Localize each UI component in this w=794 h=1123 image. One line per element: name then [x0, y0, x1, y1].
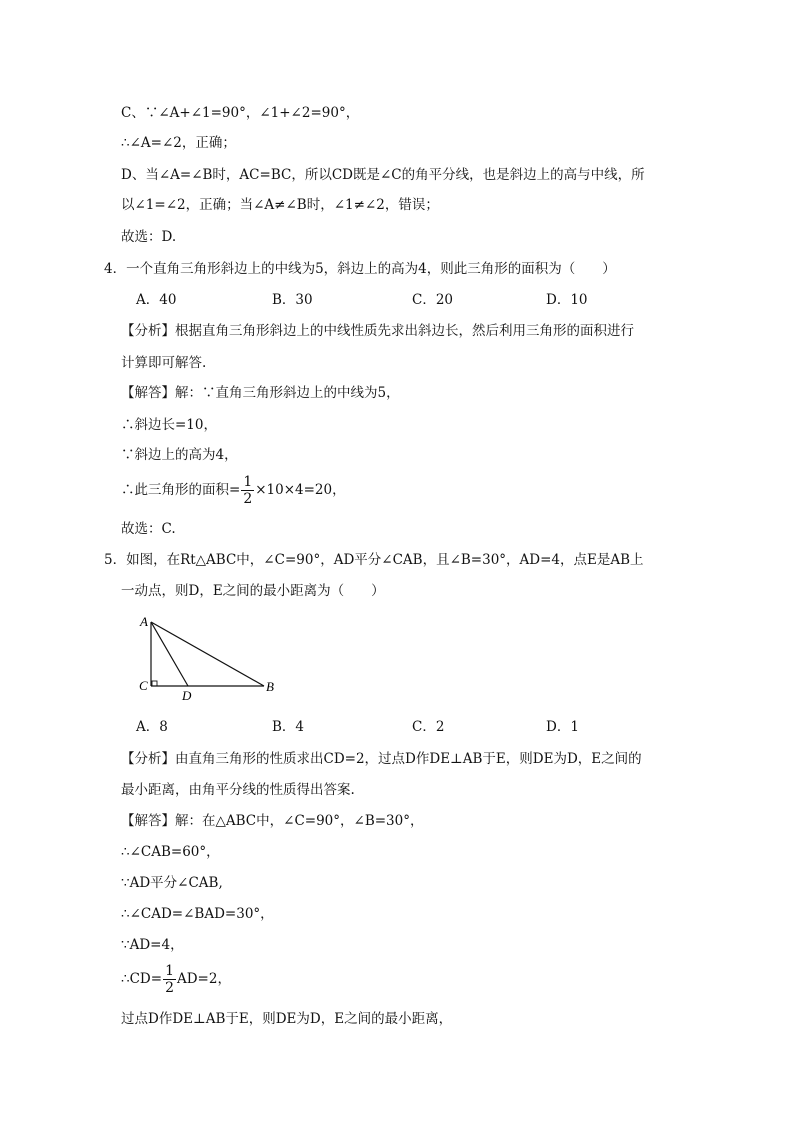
solution-line: 【解答】解：∵直角三角形斜边上的中线为5，: [121, 385, 400, 401]
fraction-numerator: 1: [243, 474, 253, 490]
label-c: C: [139, 678, 148, 693]
analysis-line: 计算即可解答.: [121, 355, 207, 371]
option-b: B．30: [272, 292, 313, 308]
option-a: A．8: [136, 719, 168, 735]
text-line: C、∵∠A+∠1=90°，∠1+∠2=90°，: [121, 105, 360, 121]
label-a: A: [140, 614, 148, 629]
label-d: D: [182, 688, 192, 702]
option-c: C．20: [412, 292, 454, 308]
option-c: C．2: [412, 719, 445, 735]
right-angle-mark: [152, 681, 157, 686]
fraction-numerator: 1: [165, 963, 174, 979]
solution-line: 过点D作DE⊥AB于E，则DE为D，E之间的最小距离，: [121, 1011, 453, 1027]
solution-text: ∴此三角形的面积=: [121, 482, 241, 498]
solution-line-fraction: [121, 963, 231, 996]
solution-line: ∴∠CAD=∠BAD=30°，: [121, 906, 274, 922]
fraction: [163, 963, 176, 996]
solution-line: ∵AD=4，: [121, 937, 184, 953]
triangle-figure: [136, 612, 296, 702]
solution-text: AD=2，: [176, 971, 231, 987]
fraction: [241, 474, 254, 507]
text-line: D、当∠A=∠B时，AC=BC，所以CD既是∠C的角平分线，也是斜边上的高与中线，所: [121, 167, 645, 183]
side-ab: [151, 622, 264, 686]
analysis-line: 【分析】根据直角三角形斜边上的中线性质先求出斜边长，然后利用三角形的面积进行: [121, 323, 634, 339]
question-5-cont: 一动点，则D，E之间的最小距离为（ ）: [121, 583, 385, 599]
analysis-line: 【分析】由直角三角形的性质求出CD=2，过点D作DE⊥AB于E，则DE为D，E之间的: [121, 751, 642, 767]
analysis-line: 最小距离，由角平分线的性质得出答案.: [121, 782, 355, 798]
question-4: 4．一个直角三角形斜边上的中线为5，斜边上的高为4，则此三角形的面积为（ ）: [104, 261, 616, 277]
solution-line: ∵斜边上的高为4，: [121, 447, 238, 463]
solution-line: ∵AD平分∠CAB,: [121, 875, 223, 891]
triangle-diagram: [136, 612, 296, 702]
solution-text: ∴CD=: [121, 971, 163, 987]
text-line: 以∠1=∠2，正确；当∠A≠∠B时，∠1≠∠2，错误；: [121, 197, 439, 213]
solution-line: ∴斜边长=10，: [121, 417, 217, 433]
option-d: D．1: [546, 719, 579, 735]
segment-ad: [151, 622, 188, 686]
solution-text: ×10×4=20，: [255, 482, 346, 498]
label-b: B: [266, 679, 274, 694]
solution-line: 【解答】解：在△ABC中，∠C=90°，∠B=30°，: [121, 813, 424, 829]
text-line: 故选：D.: [121, 229, 177, 245]
question-5: 5．如图，在Rt△ABC中，∠C=90°，AD平分∠CAB，且∠B=30°，AD=4，点E是AB上: [104, 552, 644, 568]
text-line: ∴∠A=∠2，正确；: [121, 135, 236, 151]
option-b: B．4: [272, 719, 305, 735]
solution-line: ∴∠CAB=60°，: [121, 844, 220, 860]
option-d: D．10: [546, 292, 588, 308]
option-a: A．40: [136, 292, 177, 308]
solution-line-fraction: [121, 474, 346, 507]
fraction-denominator: 2: [243, 491, 253, 507]
solution-line: 故选：C.: [121, 521, 176, 537]
fraction-denominator: 2: [165, 980, 174, 996]
